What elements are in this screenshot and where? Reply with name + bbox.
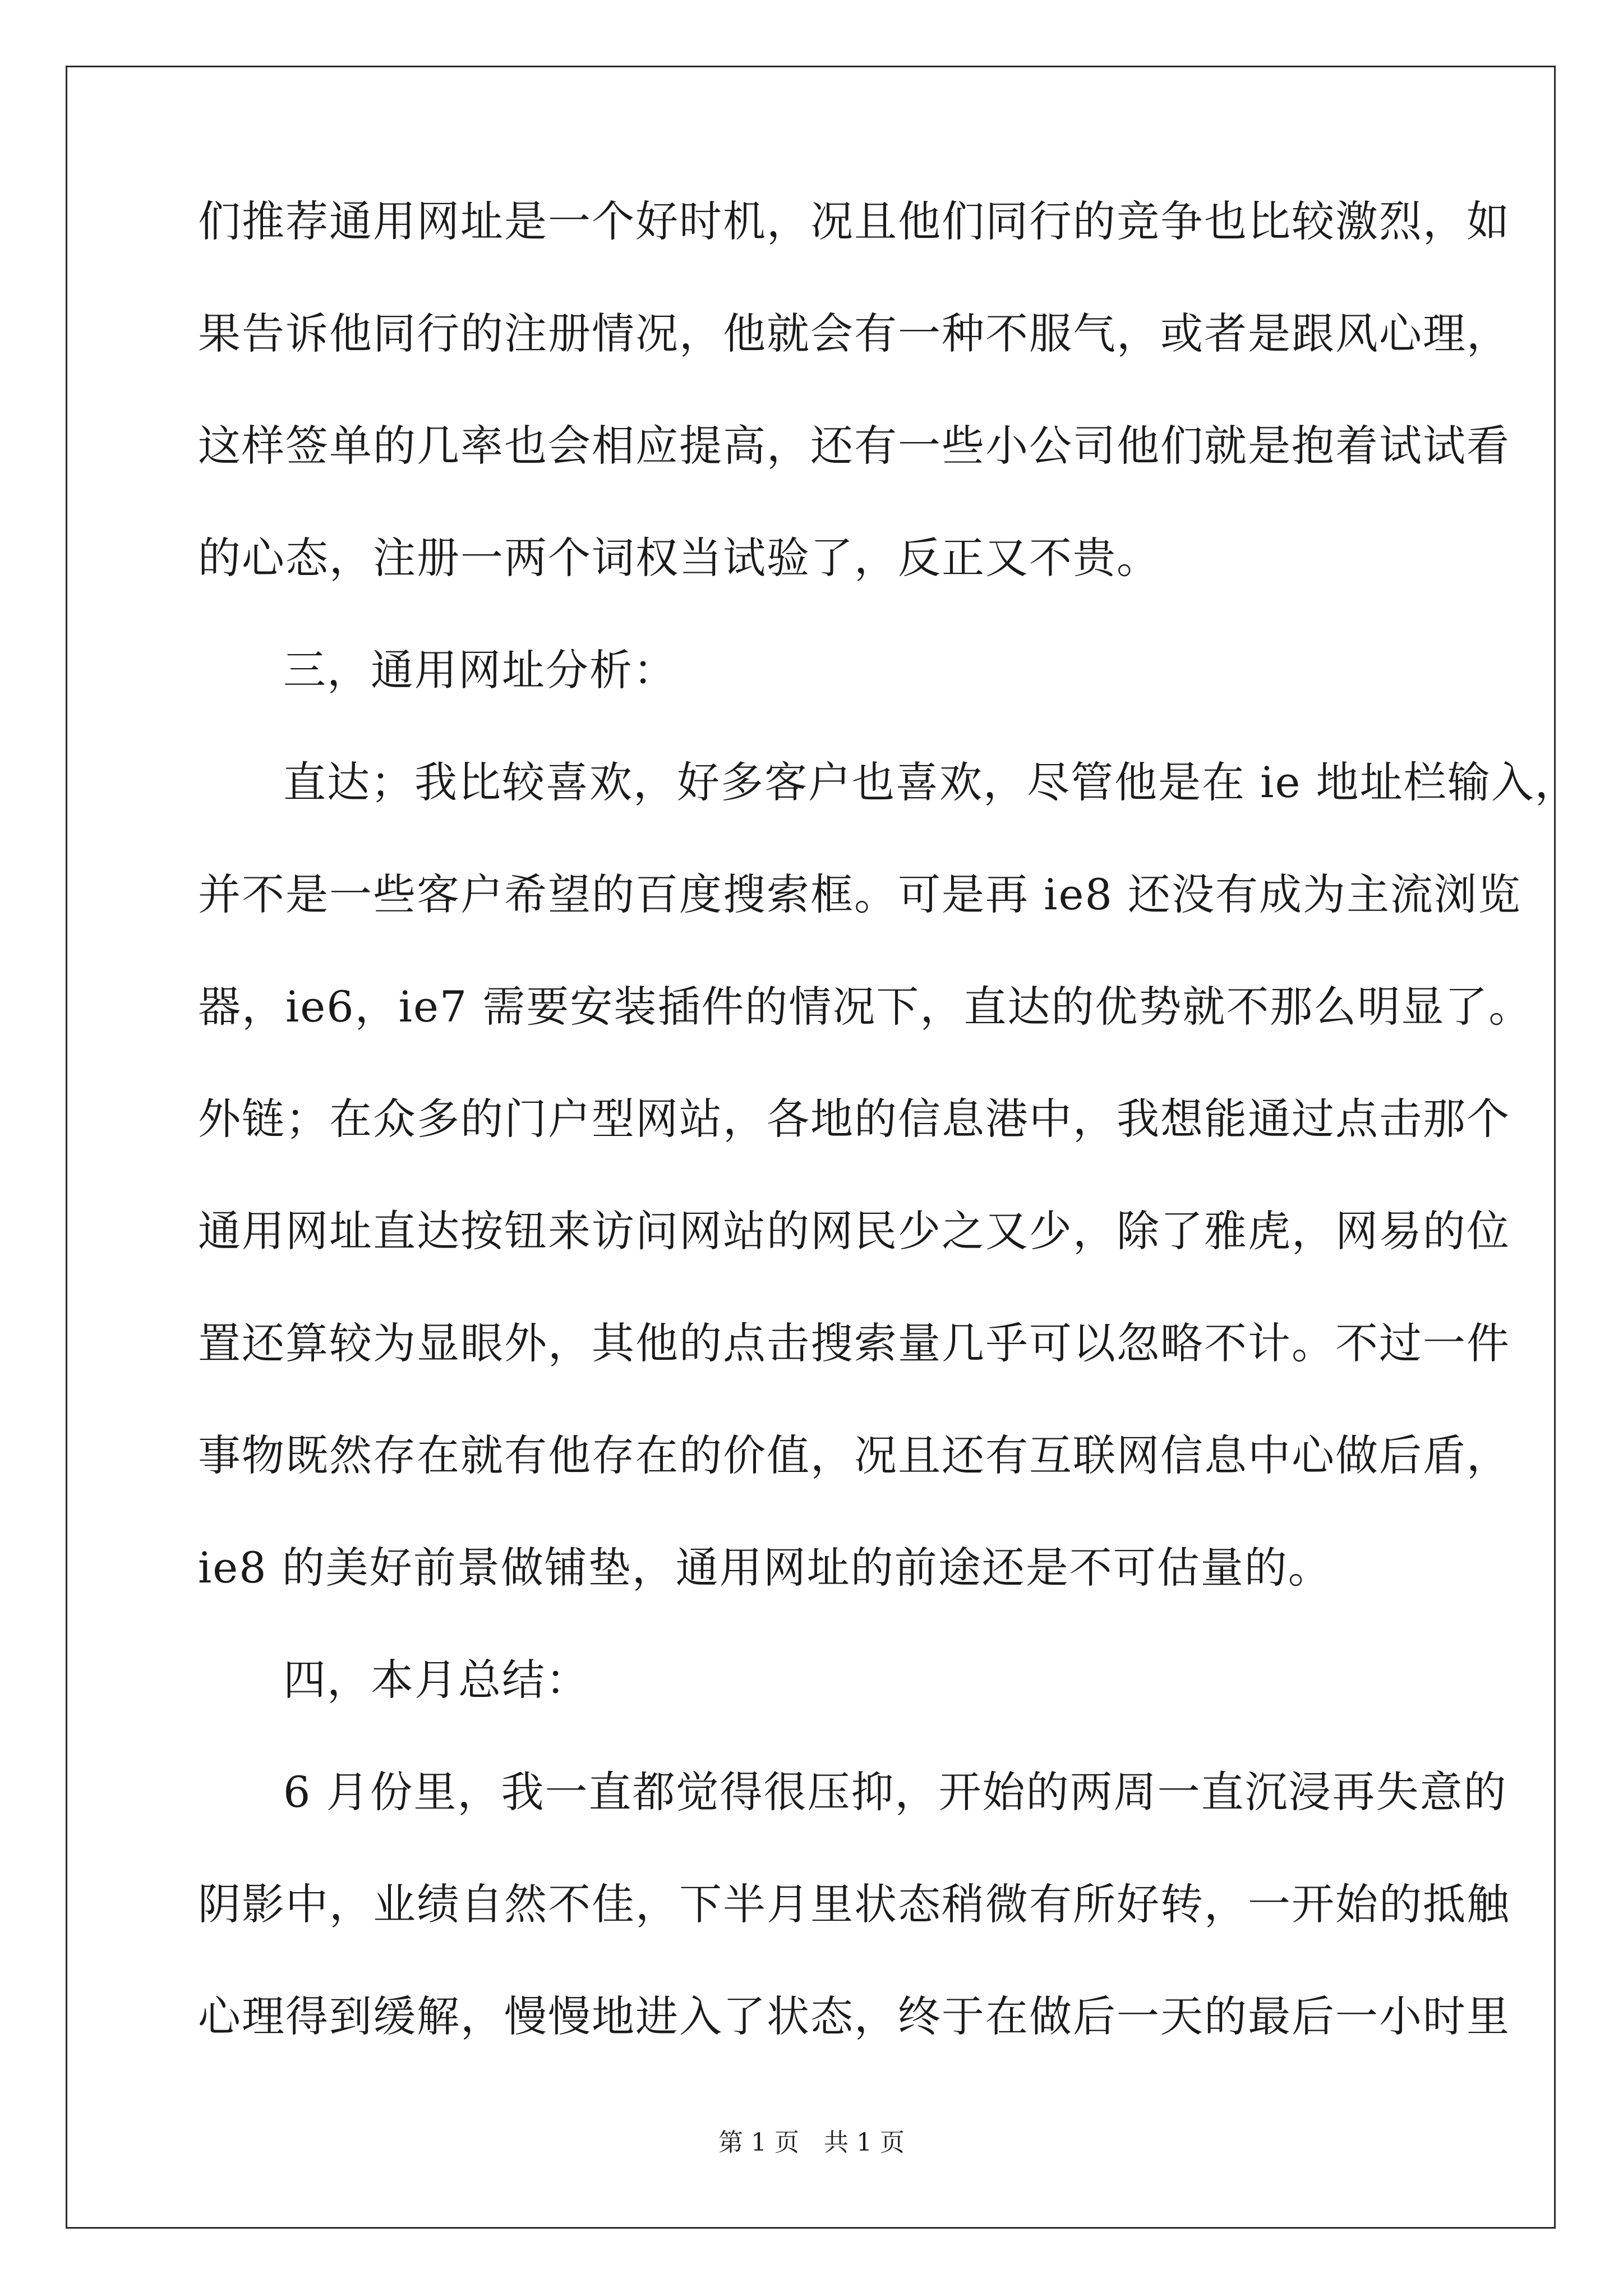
section-heading-3: 三，通用网址分析： xyxy=(283,645,677,695)
page-number: 第 1 页 共 1 页 xyxy=(718,2128,905,2157)
text-line-13: ie8 的美好前景做铺垫，通用网址的前途还是不可估量的。 xyxy=(198,1543,1332,1593)
text-line-11: 置还算较为显眼外，其他的点击搜索量几乎可以忽略不计。不过一件 xyxy=(198,1318,1510,1368)
text-line-7: 并不是一些客户希望的百度搜索框。可是再 ie8 还没有成为主流浏览 xyxy=(198,869,1521,919)
text-line-1: 们推荐通用网址是一个好时机，况且他们同行的竞争也比较激烈，如 xyxy=(198,196,1510,246)
text-line-10: 通用网址直达按钮来访问网站的网民少之又少，除了雅虎，网易的位 xyxy=(198,1206,1510,1256)
text-line-17: 心理得到缓解，慢慢地进入了状态，终于在做后一天的最后一小时里 xyxy=(198,1991,1510,2041)
text-line-4: 的心态，注册一两个词权当试验了，反正又不贵。 xyxy=(198,533,1160,583)
section-heading-4: 四，本月总结： xyxy=(283,1655,589,1705)
text-line-6: 直达；我比较喜欢，好多客户也喜欢，尽管他是在 ie 地址栏输入， xyxy=(283,757,1579,807)
text-line-16: 阴影中，业绩自然不佳，下半月里状态稍微有所好转，一开始的抵触 xyxy=(198,1879,1510,1929)
document-body xyxy=(198,196,1579,2073)
text-line-8: 器，ie6，ie7 需要安装插件的情况下，直达的优势就不那么明显了。 xyxy=(198,982,1533,1032)
text-line-3: 这样签单的几率也会相应提高，还有一些小公司他们就是抱着试试看 xyxy=(198,421,1510,471)
text-line-15: 6 月份里，我一直都觉得很压抑，开始的两周一直沉浸再失意的 xyxy=(283,1767,1507,1817)
text-line-9: 外链；在众多的门户型网站，各地的信息港中，我想能通过点击那个 xyxy=(198,1094,1510,1144)
text-line-2: 果告诉他同行的注册情况，他就会有一种不服气，或者是跟风心理， xyxy=(198,309,1510,358)
text-line-12: 事物既然存在就有他存在的价值，况且还有互联网信息中心做后盾， xyxy=(198,1430,1510,1480)
